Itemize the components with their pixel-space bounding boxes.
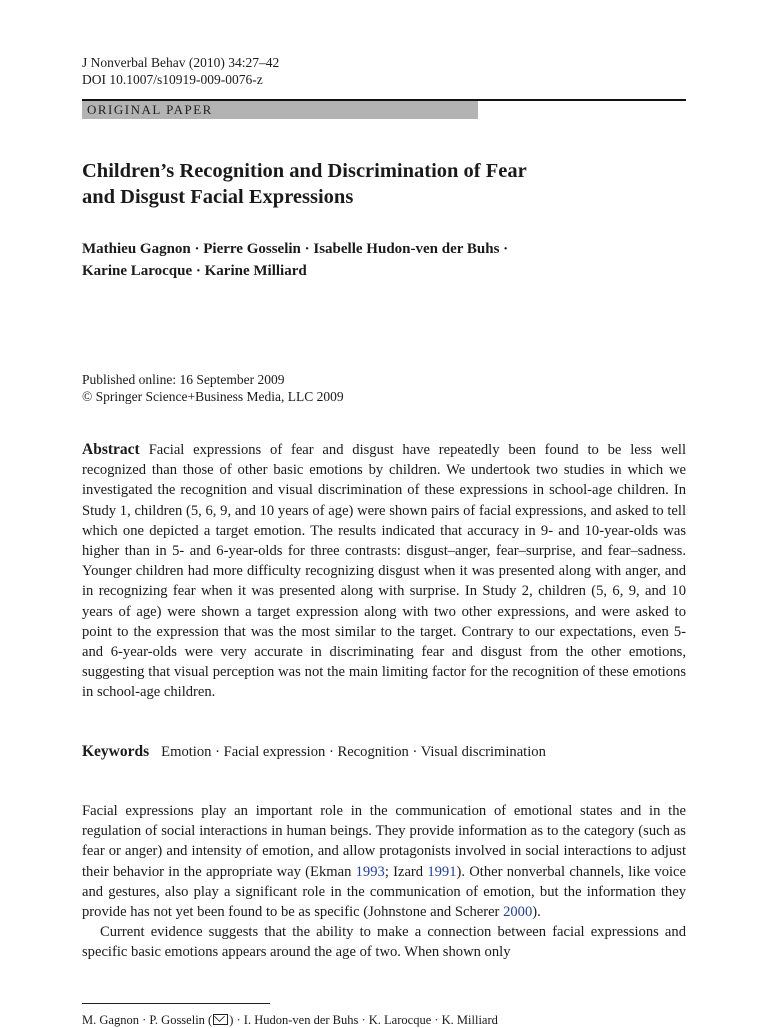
journal-citation [82,54,279,88]
citation-link-izard[interactable]: 1991 [427,863,457,880]
paragraph-1 [82,801,686,922]
paper-title [82,158,686,210]
paragraph-1-part-a: Facial expressions play an important role in the communication of emotional states and in the regulation of social interactions in human beings. They provide information as to the category (such as fear or anger) and intensity of emotion, and allow protagonists involved in social interactions to adjust their behavior in the appropriate way (Ekman [82,803,686,880]
paragraph-2: Current evidence suggests that the ability to make a connection between facial expressions and specific basic emotions appears around the age of two. When shown only [82,924,686,961]
keywords [82,742,686,762]
footnote [82,1012,686,1028]
paragraph-1-part-b: ; Izard [384,863,428,880]
footnote-authors-a: M. Gagnon · P. Gosselin ( [82,1013,213,1027]
body-text [82,801,686,963]
abstract-label: Abstract [82,441,140,458]
abstract-text: Facial expressions of fear and disgust have repeatedly been found to be less well recognized than those of other basic emotions by children. We undertook two studies in which we investigated the recognition and visual discrimination of these expressions in school-age children. In Study 1, children (5, 6, 9, and 10 years of age) were shown pairs of facial expressions, and asked to tell which one depicted a target emotion. The results indicated that accuracy in 9- and 10-year-olds was higher than in 5- and 6-year-olds for three contrasts: disgust–anger, fear–surprise, and fear–sadness. Younger children had more difficulty recognizing disgust when it was presented along with anger, and in recognizing fear when it was presented along with surprise. In Study 2, children (5, 6, 9, and 10 years of age) were shown a target expression along with two other expressions, and were asked to point to the expression that was the most similar to the target. Contrary to our expectations, even 5- and 6-year-olds were very accurate in discriminating fear and disgust from the other emotions, suggesting that visual perception was not the main limiting factor for the recognition of these emotions in school-age children. [82,442,686,701]
authors-line-1: Mathieu Gagnon · Pierre Gosselin · Isabelle Hudon-ven der Buhs · [82,241,509,257]
footnote-rule [82,1003,270,1004]
copyright-line: © Springer Science+Business Media, LLC 2009 [82,388,344,404]
footnote-authors-b: ) · I. Hudon-ven der Buhs · K. Larocque · K. Milliard [229,1013,498,1027]
abstract [82,440,686,703]
citation-link-johnstone[interactable]: 2000 [503,904,533,921]
paragraph-1-part-d: ). [532,904,541,921]
title-line-2: and Disgust Facial Expressions [82,186,354,208]
citation-link-ekman[interactable]: 1993 [355,863,385,880]
keywords-text: Emotion · Facial expression · Recognition · Visual discrimination [161,744,546,760]
envelope-icon[interactable] [213,1014,228,1025]
doi-line: DOI 10.1007/s10919-009-0076-z [82,72,263,87]
journal-line: J Nonverbal Behav (2010) 34:27–42 [82,55,280,70]
section-label: ORIGINAL PAPER [87,102,213,117]
authors-line-2: Karine Larocque · Karine Milliard [82,263,307,279]
published-date: Published online: 16 September 2009 [82,372,285,387]
title-line-1: Children’s Recognition and Discrimination of Fear [82,160,527,182]
section-label-bar [82,101,478,119]
keywords-label: Keywords [82,743,150,760]
publication-info [82,372,344,405]
author-list [82,238,686,282]
paragraph-1-part-c: ). Other nonverbal channels, like voice and gestures, also play a significant role in the communication of emotion, but the information they provide has not yet been found to be as specific (Johnstone and Scherer [82,863,686,921]
